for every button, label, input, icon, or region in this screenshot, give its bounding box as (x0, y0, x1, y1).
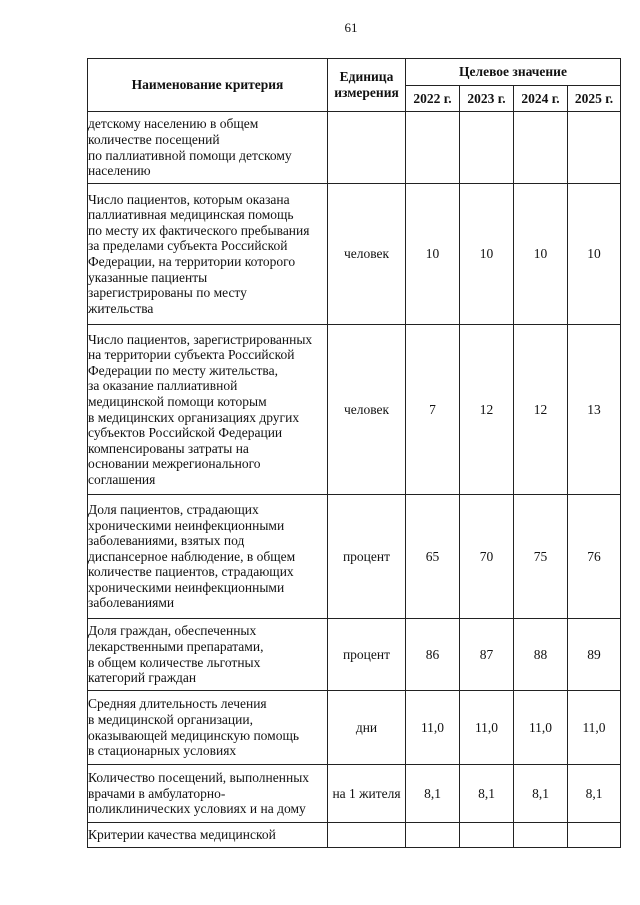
criterion-name-cell (88, 619, 328, 691)
value-cell: 8,1 (514, 765, 568, 823)
value-cell: 12 (514, 325, 568, 495)
table-row (88, 823, 621, 848)
value-cell: 70 (460, 495, 514, 619)
header-year: 2025 г. (568, 86, 621, 112)
value-cell: 13 (568, 325, 621, 495)
value-cell: 65 (406, 495, 460, 619)
unit-cell: процент (328, 619, 406, 691)
table-row (88, 495, 621, 619)
criterion-name: Количество посещений, выполненных врачами в амбулаторно- поликлинических условиях и на дому (88, 770, 310, 817)
header-target-value: Целевое значение (406, 59, 621, 86)
criterion-name-cell (88, 691, 328, 765)
criterion-name: Число пациентов, зарегистрированных на территории субъекта Российской Федерации по месту жительства, за оказание паллиативной медицинской помощи которым в медицинских организациях других субъектов Российской Федерации компенсированы затраты на основании межрегионального соглашения (88, 331, 313, 487)
criterion-name-cell (88, 184, 328, 325)
criteria-table (87, 58, 621, 848)
value-cell: 10 (460, 184, 514, 325)
criterion-name-cell (88, 325, 328, 495)
unit-cell (328, 823, 406, 848)
criterion-name: Критерии качества медицинской (88, 827, 276, 843)
value-cell: 11,0 (514, 691, 568, 765)
page-number: 61 (344, 20, 358, 35)
header-unit-text: Единица измерения (334, 69, 399, 100)
value-cell (460, 112, 514, 184)
value-cell: 12 (460, 325, 514, 495)
value-cell: 10 (568, 184, 621, 325)
value-cell: 10 (514, 184, 568, 325)
table-row (88, 619, 621, 691)
header-criterion-name: Наименование критерия (88, 59, 328, 112)
value-cell: 8,1 (460, 765, 514, 823)
value-cell (514, 112, 568, 184)
value-cell: 7 (406, 325, 460, 495)
value-cell: 11,0 (460, 691, 514, 765)
criterion-name-cell (88, 823, 328, 848)
unit-cell (328, 112, 406, 184)
unit-cell: процент (328, 495, 406, 619)
unit-cell: человек (328, 325, 406, 495)
value-cell: 86 (406, 619, 460, 691)
value-cell (568, 112, 621, 184)
value-cell: 8,1 (406, 765, 460, 823)
header-year: 2024 г. (514, 86, 568, 112)
table-row (88, 112, 621, 184)
value-cell: 87 (460, 619, 514, 691)
header-year: 2023 г. (460, 86, 514, 112)
value-cell (406, 823, 460, 848)
unit-cell: на 1 жителя (328, 765, 406, 823)
unit-cell: дни (328, 691, 406, 765)
value-cell: 75 (514, 495, 568, 619)
criterion-name: Доля пациентов, страдающих хроническими неинфекционными заболеваниями, взятых под диспансерное наблюдение, в общем количестве пациентов, страдающих хроническими неинфекционными заболеваниями (88, 501, 296, 611)
table-row (88, 184, 621, 325)
criterion-name: Доля граждан, обеспеченных лекарственными препаратами, в общем количестве льготных категорий граждан (88, 623, 264, 686)
criterion-name: Число пациентов, которым оказана паллиативная медицинская помощь по месту их фактического пребывания за пределами субъекта Российской Федерации, на территории которого указанные пациенты зарегистрированы по месту жительства (88, 191, 310, 316)
table-row (88, 765, 621, 823)
value-cell: 89 (568, 619, 621, 691)
criterion-name: Средняя длительность лечения в медицинской организации, оказывающей медицинскую помощь в стационарных условиях (88, 696, 300, 759)
unit-cell: человек (328, 184, 406, 325)
criterion-name-cell (88, 112, 328, 184)
table-row (88, 691, 621, 765)
criterion-name: детскому населению в общем количестве посещений по паллиативной помощи детскому населению (88, 116, 292, 179)
table-row (88, 325, 621, 495)
header-unit (328, 59, 406, 112)
value-cell (406, 112, 460, 184)
value-cell (568, 823, 621, 848)
value-cell: 10 (406, 184, 460, 325)
value-cell: 11,0 (568, 691, 621, 765)
value-cell: 88 (514, 619, 568, 691)
value-cell: 8,1 (568, 765, 621, 823)
value-cell (514, 823, 568, 848)
value-cell: 76 (568, 495, 621, 619)
header-year: 2022 г. (406, 86, 460, 112)
criterion-name-cell (88, 765, 328, 823)
value-cell (460, 823, 514, 848)
value-cell: 11,0 (406, 691, 460, 765)
criterion-name-cell (88, 495, 328, 619)
